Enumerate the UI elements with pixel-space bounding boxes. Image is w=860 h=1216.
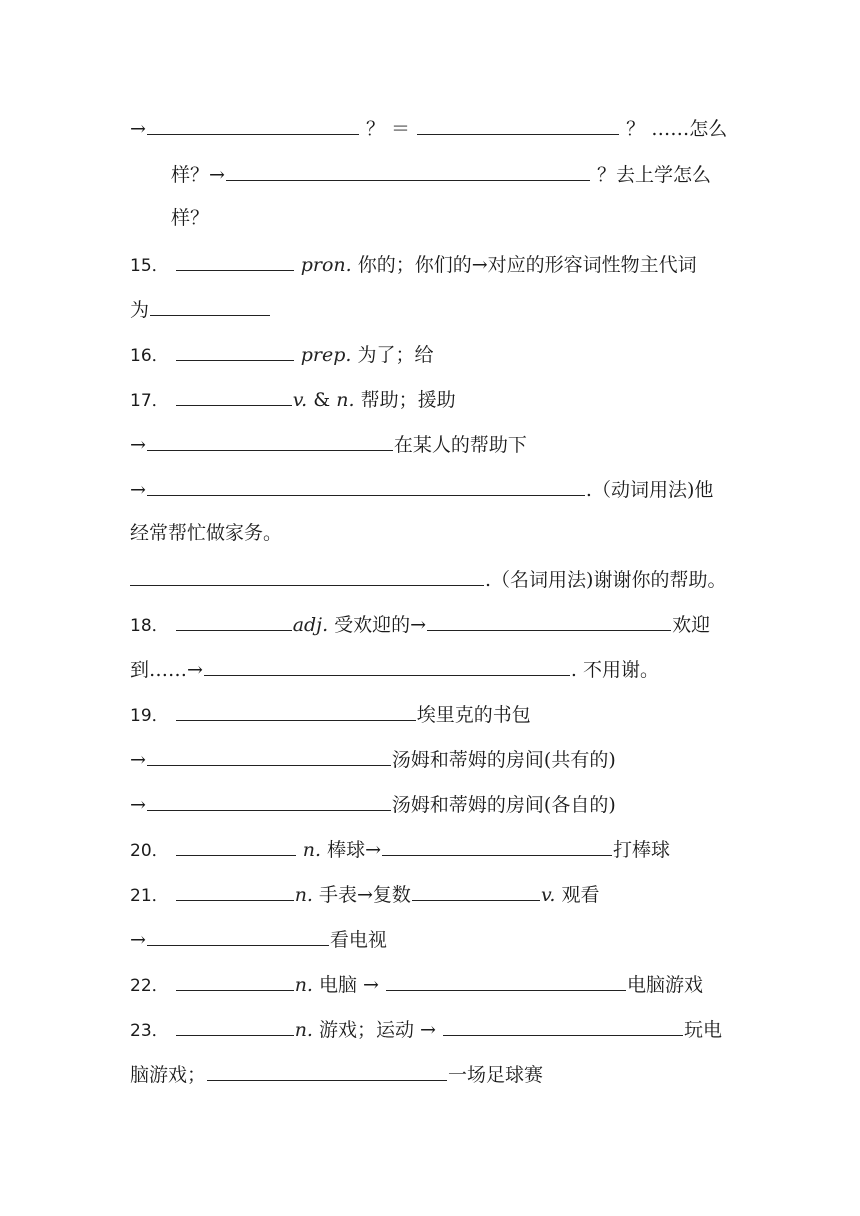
part-of-speech: adj.: [292, 614, 329, 636]
part-of-speech: n.: [294, 974, 313, 996]
answer-blank[interactable]: [412, 878, 540, 901]
item-23-continuation: 脑游戏； 一场足球赛: [130, 1058, 543, 1088]
answer-blank[interactable]: [417, 112, 619, 135]
item-number: 19．: [130, 706, 169, 726]
answer-blank[interactable]: [207, 1058, 447, 1081]
answer-blank[interactable]: [147, 788, 391, 811]
answer-blank[interactable]: [176, 383, 292, 406]
doc-line-continuation-1: → ？ ＝ ？ ……怎么: [130, 112, 727, 142]
item-20: 20． n. 棒球→ 打棒球: [130, 833, 670, 863]
answer-blank[interactable]: [226, 158, 590, 181]
item-21: 21． n. 手表→复数 v. 观看: [130, 878, 600, 908]
answer-blank[interactable]: [147, 112, 359, 135]
answer-blank[interactable]: [176, 608, 292, 631]
part-of-speech: n.: [294, 1019, 313, 1041]
answer-blank[interactable]: [204, 653, 570, 676]
item-number: 22．: [130, 976, 169, 996]
answer-blank[interactable]: [427, 608, 671, 631]
answer-blank[interactable]: [382, 833, 612, 856]
item-17-phrase-2: → .（动词用法)他: [130, 473, 713, 503]
item-15: 15． pron. 你的；你们的→对应的形容词性物主代词: [130, 248, 697, 278]
item-number: 16．: [130, 346, 169, 366]
item-19-phrase-2: → 汤姆和蒂姆的房间(各自的): [130, 788, 616, 818]
answer-blank[interactable]: [176, 968, 294, 991]
item-16: 16． prep. 为了；给: [130, 338, 434, 368]
item-21-phrase: → 看电视: [130, 923, 387, 953]
answer-blank[interactable]: [176, 878, 294, 901]
part-of-speech: v.: [292, 389, 308, 411]
doc-line-continuation-2: 样？→ ？去上学怎么: [171, 158, 711, 188]
arrow-icon: →: [130, 794, 146, 816]
answer-blank[interactable]: [147, 473, 585, 496]
item-15-continuation: 为: [130, 293, 271, 323]
answer-blank[interactable]: [147, 428, 393, 451]
item-19-phrase-1: → 汤姆和蒂姆的房间(共有的): [130, 743, 616, 773]
item-number: 20．: [130, 841, 169, 861]
item-number: 17．: [130, 391, 169, 411]
item-number: 21．: [130, 886, 169, 906]
item-18: 18． adj. 受欢迎的→ 欢迎: [130, 608, 710, 638]
part-of-speech: pron.: [300, 254, 352, 276]
part-of-speech: n.: [302, 839, 322, 861]
part-of-speech: n.: [294, 884, 313, 906]
item-17-phrase-1: → 在某人的帮助下: [130, 428, 527, 458]
item-22: 22． n. 电脑 → 电脑游戏: [130, 968, 703, 998]
answer-blank[interactable]: [176, 338, 294, 361]
item-17: 17． v. & n. 帮助；援助: [130, 383, 456, 413]
answer-blank[interactable]: [176, 698, 416, 721]
answer-blank[interactable]: [176, 833, 296, 856]
item-23: 23． n. 游戏；运动 → 玩电: [130, 1013, 722, 1043]
item-18-continuation: 到……→ . 不用谢。: [130, 653, 659, 683]
item-number: 15．: [130, 256, 169, 276]
arrow-icon: →: [130, 479, 146, 501]
arrow-icon: →: [130, 434, 146, 456]
part-of-speech: prep.: [300, 344, 352, 366]
answer-blank[interactable]: [176, 1013, 294, 1036]
answer-blank[interactable]: [176, 248, 294, 271]
item-17-phrase-2-continuation: 经常帮忙做家务。: [130, 522, 283, 544]
arrow-icon: →: [130, 929, 146, 951]
answer-blank[interactable]: [130, 563, 484, 586]
answer-blank[interactable]: [147, 743, 391, 766]
item-19: 19． 埃里克的书包: [130, 698, 531, 728]
doc-line-continuation-3: 样？: [171, 207, 210, 229]
item-17-phrase-3: .（名词用法)谢谢你的帮助。: [130, 563, 726, 593]
part-of-speech: n.: [336, 389, 355, 411]
item-number: 23．: [130, 1021, 169, 1041]
line-text: ……怎么: [651, 118, 728, 140]
answer-blank[interactable]: [443, 1013, 683, 1036]
item-number: 18．: [130, 616, 169, 636]
answer-blank[interactable]: [150, 293, 270, 316]
arrow-icon: →: [130, 749, 146, 771]
answer-blank[interactable]: [386, 968, 626, 991]
arrow-icon: →: [130, 118, 146, 140]
part-of-speech: v.: [540, 884, 556, 906]
answer-blank[interactable]: [147, 923, 329, 946]
